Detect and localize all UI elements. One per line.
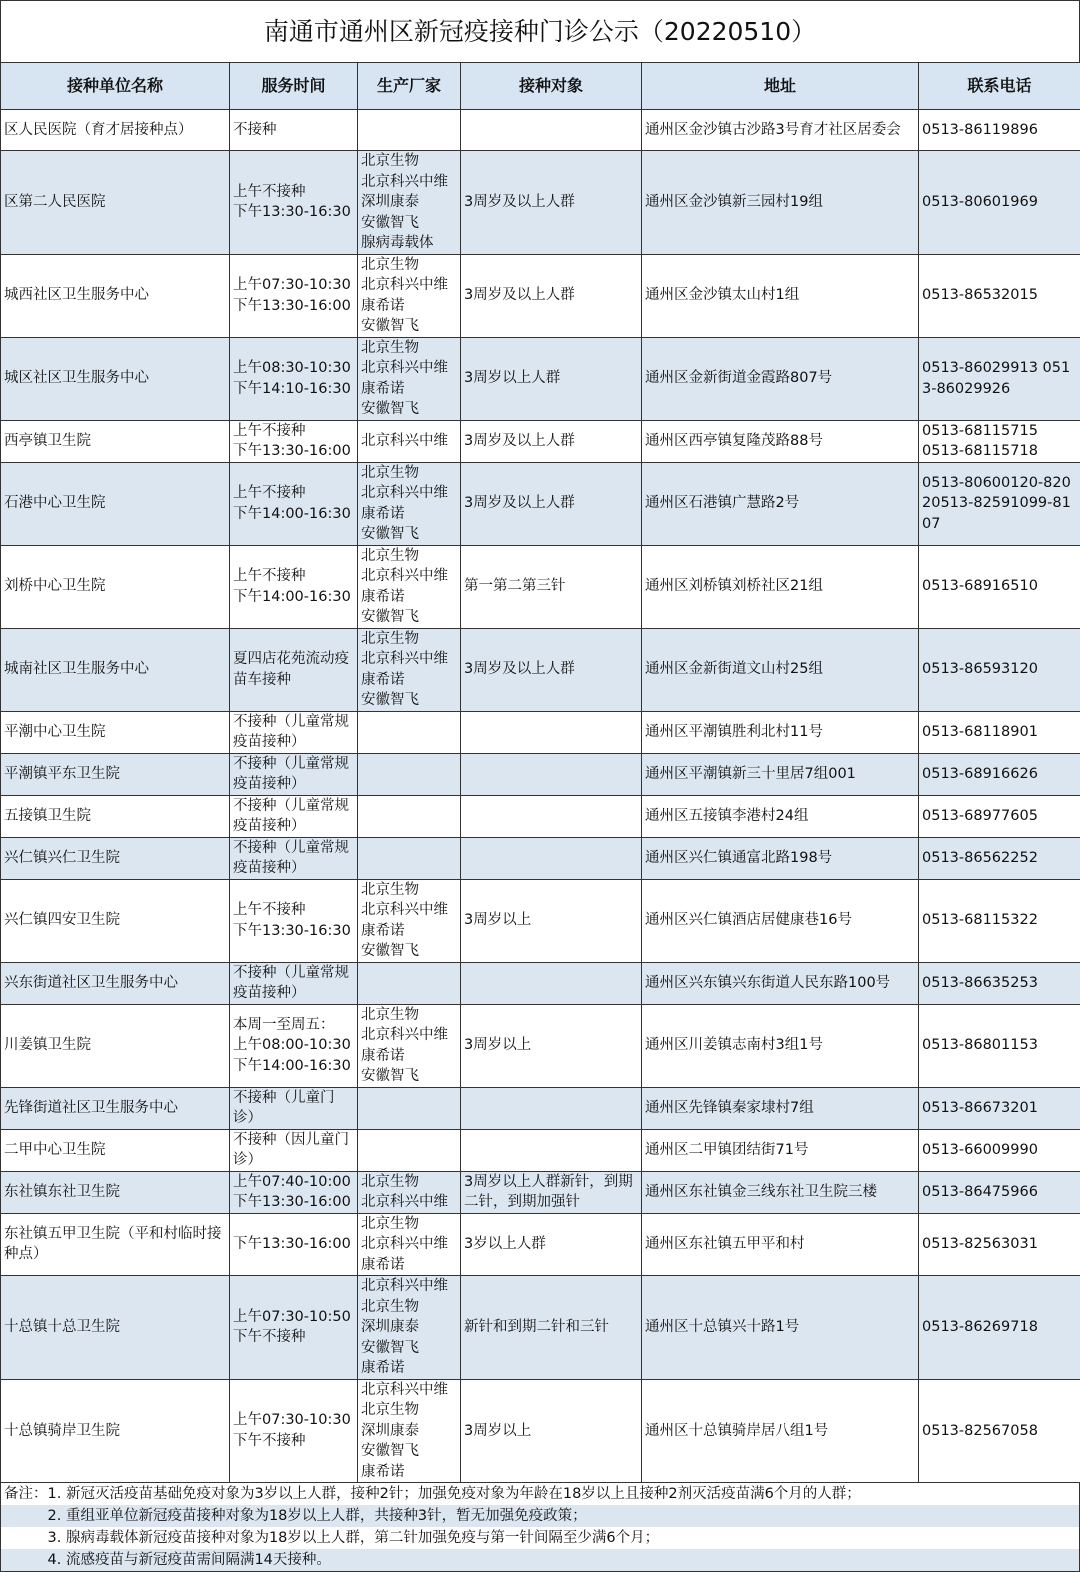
maker-cell xyxy=(358,1129,461,1171)
table-row xyxy=(1,110,1080,151)
phone-cell: 0513-86635253 xyxy=(919,962,1080,1004)
address-cell: 通州区东社镇金三线东社卫生院三楼 xyxy=(642,1171,919,1213)
header-time: 服务时间 xyxy=(230,63,358,110)
phone-cell: 0513-80601969 xyxy=(919,151,1080,255)
address-cell: 通州区石港镇广慧路2号 xyxy=(642,462,919,545)
table-header-row xyxy=(1,63,1080,110)
time-cell: 上午不接种 下午13:30-16:30 xyxy=(230,151,358,255)
target-cell: 3岁以上人群 xyxy=(461,1213,642,1276)
target-cell xyxy=(461,795,642,837)
time-cell: 上午不接种 下午13:30-16:00 xyxy=(230,420,358,462)
address-cell: 通州区金新街道文山村25组 xyxy=(642,628,919,711)
address-cell: 通州区十总镇兴十路1号 xyxy=(642,1276,919,1380)
table-row xyxy=(1,1004,1080,1087)
target-cell: 3周岁及以上人群 xyxy=(461,254,642,337)
unit-cell: 十总镇十总卫生院 xyxy=(1,1276,230,1380)
target-cell: 3周岁以上人群 xyxy=(461,337,642,420)
time-cell: 下午13:30-16:00 xyxy=(230,1213,358,1276)
target-cell: 3周岁及以上人群 xyxy=(461,151,642,255)
unit-cell: 刘桥中心卫生院 xyxy=(1,545,230,628)
target-cell: 3周岁及以上人群 xyxy=(461,628,642,711)
target-cell: 3周岁以上 xyxy=(461,1004,642,1087)
target-cell: 3周岁以上 xyxy=(461,1379,642,1483)
note-line: 3. 腺病毒载体新冠疫苗接种对象为18岁以上人群，第二针加强免疫与第一针间隔至少满6个月； xyxy=(1,1527,1079,1549)
table-row xyxy=(1,420,1080,462)
phone-cell: 0513-80600120-82020513-82591099-8107 xyxy=(919,462,1080,545)
unit-cell: 平潮镇平东卫生院 xyxy=(1,753,230,795)
target-cell xyxy=(461,1087,642,1129)
maker-cell: 北京生物 北京科兴中维 康希诺 安徽智飞 xyxy=(358,462,461,545)
time-cell: 上午不接种 下午14:00-16:30 xyxy=(230,462,358,545)
unit-cell: 二甲中心卫生院 xyxy=(1,1129,230,1171)
unit-cell: 兴仁镇兴仁卫生院 xyxy=(1,837,230,879)
address-cell: 通州区二甲镇团结街71号 xyxy=(642,1129,919,1171)
table-row xyxy=(1,151,1080,255)
unit-cell: 区人民医院（育才居接种点） xyxy=(1,110,230,151)
address-cell: 通州区金沙镇古沙路3号育才社区居委会 xyxy=(642,110,919,151)
target-cell: 3周岁以上 xyxy=(461,879,642,962)
unit-cell: 西亭镇卫生院 xyxy=(1,420,230,462)
address-cell: 通州区东社镇五甲平和村 xyxy=(642,1213,919,1276)
clinic-table xyxy=(0,62,1080,1483)
table-row xyxy=(1,254,1080,337)
target-cell xyxy=(461,110,642,151)
note-line: 备注：1. 新冠灭活疫苗基础免疫对象为3岁以上人群，接种2针；加强免疫对象为年龄在18岁以上且接种2剂灭活疫苗满6个月的人群； xyxy=(1,1483,1079,1505)
time-cell: 上午07:30-10:30 下午13:30-16:00 xyxy=(230,254,358,337)
note-line: 4. 流感疫苗与新冠疫苗需间隔满14天接种。 xyxy=(1,1549,1079,1571)
time-cell: 不接种（儿童门诊） xyxy=(230,1087,358,1129)
unit-cell: 兴仁镇四安卫生院 xyxy=(1,879,230,962)
table-row xyxy=(1,962,1080,1004)
unit-cell: 东社镇东社卫生院 xyxy=(1,1171,230,1213)
address-cell: 通州区刘桥镇刘桥社区21组 xyxy=(642,545,919,628)
address-cell: 通州区金沙镇太山村1组 xyxy=(642,254,919,337)
target-cell xyxy=(461,837,642,879)
maker-cell xyxy=(358,795,461,837)
address-cell: 通州区平潮镇胜利北村11号 xyxy=(642,711,919,753)
phone-cell: 0513-66009990 xyxy=(919,1129,1080,1171)
time-cell: 上午08:30-10:30 下午14:10-16:30 xyxy=(230,337,358,420)
target-cell: 3周岁及以上人群 xyxy=(461,420,642,462)
table-row xyxy=(1,1171,1080,1213)
unit-cell: 兴东街道社区卫生服务中心 xyxy=(1,962,230,1004)
time-cell: 上午07:30-10:50 下午不接种 xyxy=(230,1276,358,1380)
maker-cell xyxy=(358,962,461,1004)
phone-cell: 0513-82567058 xyxy=(919,1379,1080,1483)
maker-cell xyxy=(358,711,461,753)
phone-cell: 0513-68118901 xyxy=(919,711,1080,753)
page-title: 南通市通州区新冠疫接种门诊公示（20220510） xyxy=(0,0,1080,62)
time-cell: 上午07:40-10:00 下午13:30-16:00 xyxy=(230,1171,358,1213)
phone-cell: 0513-86475966 xyxy=(919,1171,1080,1213)
time-cell: 本周一至周五： 上午08:00-10:30 下午14:00-16:30 xyxy=(230,1004,358,1087)
target-cell xyxy=(461,1129,642,1171)
maker-cell: 北京生物 北京科兴中维 康希诺 安徽智飞 xyxy=(358,254,461,337)
phone-cell: 0513-86593120 xyxy=(919,628,1080,711)
unit-cell: 五接镇卫生院 xyxy=(1,795,230,837)
address-cell: 通州区平潮镇新三十里居7组001 xyxy=(642,753,919,795)
notes-section xyxy=(0,1483,1080,1572)
unit-cell: 石港中心卫生院 xyxy=(1,462,230,545)
maker-cell: 北京生物 北京科兴中维 康希诺 xyxy=(358,1213,461,1276)
address-cell: 通州区五接镇李港村24组 xyxy=(642,795,919,837)
unit-cell: 平潮中心卫生院 xyxy=(1,711,230,753)
time-cell: 上午07:30-10:30 下午不接种 xyxy=(230,1379,358,1483)
header-target: 接种对象 xyxy=(461,63,642,110)
note-line: 2. 重组亚单位新冠疫苗接种对象为18岁以上人群，共接种3针，暂无加强免疫政策； xyxy=(1,1505,1079,1527)
maker-cell: 北京科兴中维 北京生物 深圳康泰 安徽智飞 康希诺 xyxy=(358,1379,461,1483)
time-cell: 上午不接种 下午13:30-16:30 xyxy=(230,879,358,962)
unit-cell: 川姜镇卫生院 xyxy=(1,1004,230,1087)
table-row xyxy=(1,545,1080,628)
time-cell: 不接种（儿童常规疫苗接种） xyxy=(230,711,358,753)
phone-cell: 0513-68977605 xyxy=(919,795,1080,837)
time-cell: 不接种 xyxy=(230,110,358,151)
time-cell: 不接种（儿童常规疫苗接种） xyxy=(230,795,358,837)
time-cell: 夏四店花苑流动疫苗车接种 xyxy=(230,628,358,711)
maker-cell: 北京生物 北京科兴中维 康希诺 安徽智飞 xyxy=(358,879,461,962)
target-cell xyxy=(461,711,642,753)
maker-cell: 北京生物 北京科兴中维 康希诺 安徽智飞 xyxy=(358,628,461,711)
target-cell: 3周岁以上人群新针，到期二针，到期加强针 xyxy=(461,1171,642,1213)
table-row xyxy=(1,795,1080,837)
table-row xyxy=(1,628,1080,711)
phone-cell: 0513-86562252 xyxy=(919,837,1080,879)
unit-cell: 东社镇五甲卫生院（平和村临时接种点） xyxy=(1,1213,230,1276)
unit-cell: 区第二人民医院 xyxy=(1,151,230,255)
maker-cell xyxy=(358,837,461,879)
target-cell: 第一第二第三针 xyxy=(461,545,642,628)
address-cell: 通州区十总镇骑岸居八组1号 xyxy=(642,1379,919,1483)
maker-cell: 北京科兴中维 xyxy=(358,420,461,462)
table-row xyxy=(1,1087,1080,1129)
address-cell: 通州区川姜镇志南村3组1号 xyxy=(642,1004,919,1087)
table-row xyxy=(1,1213,1080,1276)
table-row xyxy=(1,879,1080,962)
address-cell: 通州区兴仁镇通富北路198号 xyxy=(642,837,919,879)
time-cell: 不接种（儿童常规疫苗接种） xyxy=(230,753,358,795)
address-cell: 通州区先锋镇秦家埭村7组 xyxy=(642,1087,919,1129)
phone-cell: 0513-86532015 xyxy=(919,254,1080,337)
table-row xyxy=(1,837,1080,879)
maker-cell: 北京生物 北京科兴中维 xyxy=(358,1171,461,1213)
address-cell: 通州区西亭镇复隆茂路88号 xyxy=(642,420,919,462)
target-cell xyxy=(461,753,642,795)
address-cell: 通州区金新街道金霞路807号 xyxy=(642,337,919,420)
time-cell: 不接种（儿童常规疫苗接种） xyxy=(230,837,358,879)
phone-cell: 0513-86801153 xyxy=(919,1004,1080,1087)
table-row xyxy=(1,711,1080,753)
maker-cell: 北京生物 北京科兴中维 康希诺 安徽智飞 xyxy=(358,337,461,420)
phone-cell: 0513-68115715 0513-68115718 xyxy=(919,420,1080,462)
unit-cell: 十总镇骑岸卫生院 xyxy=(1,1379,230,1483)
time-cell: 不接种（因儿童门诊） xyxy=(230,1129,358,1171)
address-cell: 通州区兴仁镇酒店居健康巷16号 xyxy=(642,879,919,962)
phone-cell: 0513-68916510 xyxy=(919,545,1080,628)
time-cell: 不接种（儿童常规疫苗接种） xyxy=(230,962,358,1004)
maker-cell: 北京生物 北京科兴中维 康希诺 安徽智飞 xyxy=(358,545,461,628)
phone-cell: 0513-82563031 xyxy=(919,1213,1080,1276)
target-cell: 3周岁及以上人群 xyxy=(461,462,642,545)
phone-cell: 0513-86269718 xyxy=(919,1276,1080,1380)
unit-cell: 先锋街道社区卫生服务中心 xyxy=(1,1087,230,1129)
phone-cell: 0513-68115322 xyxy=(919,879,1080,962)
phone-cell: 0513-86119896 xyxy=(919,110,1080,151)
phone-cell: 0513-86029913 0513-86029926 xyxy=(919,337,1080,420)
maker-cell: 北京科兴中维 北京生物 深圳康泰 安徽智飞 康希诺 xyxy=(358,1276,461,1380)
maker-cell xyxy=(358,110,461,151)
header-unit: 接种单位名称 xyxy=(1,63,230,110)
table-row xyxy=(1,1379,1080,1483)
maker-cell: 北京生物 北京科兴中维 康希诺 安徽智飞 xyxy=(358,1004,461,1087)
phone-cell: 0513-86673201 xyxy=(919,1087,1080,1129)
table-row xyxy=(1,1129,1080,1171)
table-row xyxy=(1,462,1080,545)
address-cell: 通州区兴东镇兴东街道人民东路100号 xyxy=(642,962,919,1004)
maker-cell xyxy=(358,1087,461,1129)
address-cell: 通州区金沙镇新三园村19组 xyxy=(642,151,919,255)
phone-cell: 0513-68916626 xyxy=(919,753,1080,795)
table-row xyxy=(1,337,1080,420)
target-cell xyxy=(461,962,642,1004)
target-cell: 新针和到期二针和三针 xyxy=(461,1276,642,1380)
unit-cell: 城区社区卫生服务中心 xyxy=(1,337,230,420)
table-row xyxy=(1,1276,1080,1380)
header-phone: 联系电话 xyxy=(919,63,1080,110)
maker-cell: 北京生物 北京科兴中维 深圳康泰 安徽智飞 腺病毒载体 xyxy=(358,151,461,255)
unit-cell: 城西社区卫生服务中心 xyxy=(1,254,230,337)
table-row xyxy=(1,753,1080,795)
time-cell: 上午不接种 下午14:00-16:30 xyxy=(230,545,358,628)
unit-cell: 城南社区卫生服务中心 xyxy=(1,628,230,711)
header-address: 地址 xyxy=(642,63,919,110)
header-maker: 生产厂家 xyxy=(358,63,461,110)
maker-cell xyxy=(358,753,461,795)
